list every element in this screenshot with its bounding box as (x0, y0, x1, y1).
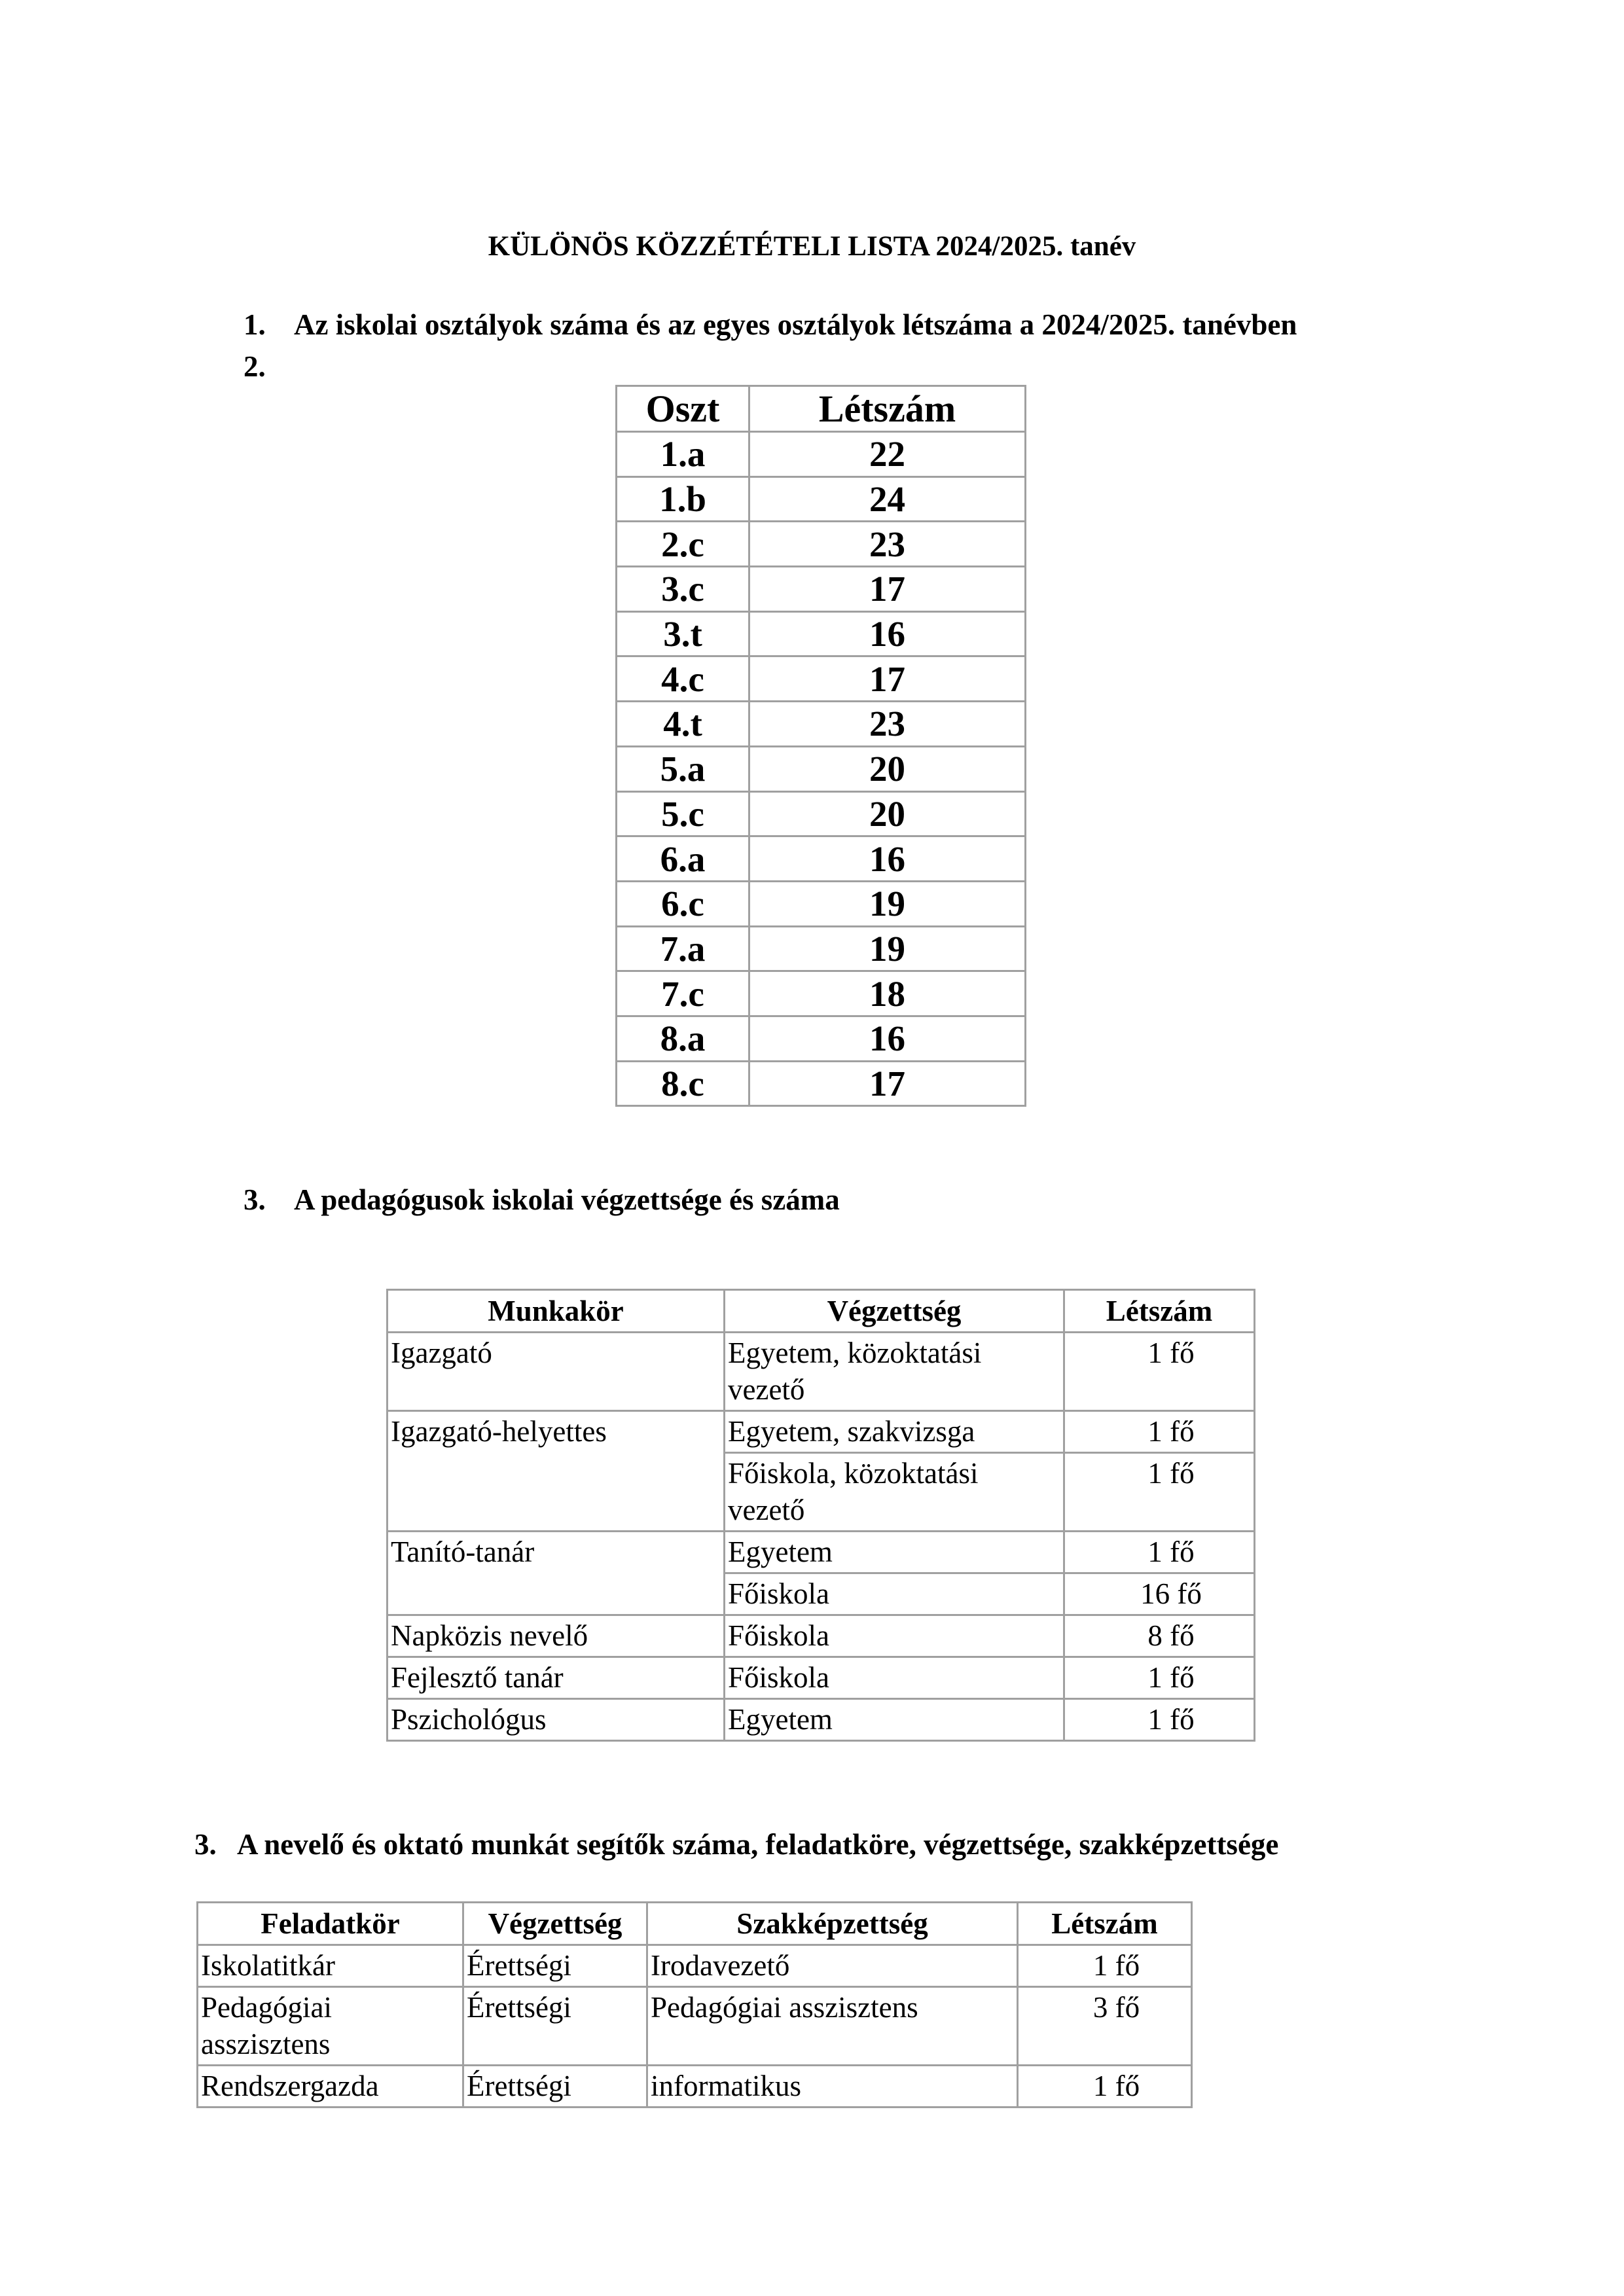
class-cell: 8.a (617, 1016, 749, 1061)
class-cell: 8.c (617, 1061, 749, 1106)
count-cell: 23 (749, 702, 1026, 747)
qualification-cell: Érettségi (463, 2066, 647, 2108)
teachers-table-header (388, 1290, 1255, 1333)
support-staff-table-header (198, 1903, 1192, 1945)
class-cell: 5.c (617, 791, 749, 836)
table-row (617, 1016, 1026, 1061)
class-cell: 7.c (617, 971, 749, 1016)
table-row (388, 1657, 1255, 1699)
class-cell: 6.a (617, 836, 749, 882)
count-cell: 1 fő (1064, 1333, 1255, 1411)
header-headcount: Létszám (1064, 1290, 1255, 1333)
position-cell: Fejlesztő tanár (388, 1657, 725, 1699)
class-cell: 7.a (617, 926, 749, 971)
specialization-cell: Irodavezető (647, 1945, 1018, 1987)
table-row (388, 1615, 1255, 1657)
count-cell: 17 (749, 656, 1026, 702)
count-cell: 19 (749, 881, 1026, 926)
table-row (198, 2066, 1192, 2108)
qualification-cell: Főiskola (725, 1573, 1064, 1615)
section-2-heading (244, 350, 266, 384)
teachers-table (386, 1289, 1255, 1742)
class-table (615, 385, 1026, 1107)
section-3-text: A pedagógusok iskolai végzettsége és száma (294, 1183, 840, 1216)
table-row (388, 1333, 1255, 1411)
count-cell: 20 (749, 746, 1026, 791)
header-specialization: Szakképzettség (647, 1903, 1018, 1945)
qualification-cell: Főiskola (725, 1615, 1064, 1657)
table-row (617, 611, 1026, 656)
count-cell: 16 fő (1064, 1573, 1255, 1615)
table-row (617, 656, 1026, 702)
section-2-number: 2. (244, 350, 266, 383)
position-cell: Pszichológus (388, 1699, 725, 1741)
header-qualification: Végzettség (463, 1903, 647, 1945)
count-cell: 1 fő (1018, 2066, 1192, 2108)
count-cell: 8 fő (1064, 1615, 1255, 1657)
class-cell: 3.t (617, 611, 749, 656)
class-cell: 4.c (617, 656, 749, 702)
role-cell: Pedagógiai asszisztens (198, 1987, 463, 2066)
section-4-number: 3. (194, 1828, 217, 1861)
qualification-cell: Egyetem, szakvizsga (725, 1411, 1064, 1453)
table-row (617, 746, 1026, 791)
section-1-number: 1. (244, 308, 266, 341)
table-row (617, 971, 1026, 1016)
count-cell: 1 fő (1064, 1699, 1255, 1741)
table-row (617, 567, 1026, 612)
class-cell: 5.a (617, 746, 749, 791)
table-row (388, 1532, 1255, 1573)
count-cell: 24 (749, 476, 1026, 522)
header-qualification: Végzettség (725, 1290, 1064, 1333)
count-cell: 16 (749, 836, 1026, 882)
count-cell: 1 fő (1064, 1532, 1255, 1573)
class-cell: 3.c (617, 567, 749, 612)
section-3-heading (244, 1183, 840, 1217)
class-cell: 6.c (617, 881, 749, 926)
header-headcount: Létszám (749, 386, 1026, 432)
table-row (617, 836, 1026, 882)
position-cell: Napközis nevelő (388, 1615, 725, 1657)
specialization-cell: Pedagógiai asszisztens (647, 1987, 1018, 2066)
table-row (617, 1061, 1026, 1106)
table-row (617, 702, 1026, 747)
table-row (198, 1987, 1192, 2066)
header-role: Feladatkör (198, 1903, 463, 1945)
qualification-cell: Főiskola (725, 1657, 1064, 1699)
position-cell: Igazgató-helyettes (388, 1411, 725, 1532)
class-cell: 1.b (617, 476, 749, 522)
position-cell: Tanító-tanár (388, 1532, 725, 1615)
count-cell: 19 (749, 926, 1026, 971)
qualification-cell: Érettségi (463, 1987, 647, 2066)
count-cell: 20 (749, 791, 1026, 836)
section-3-number: 3. (244, 1183, 266, 1216)
table-row (198, 1945, 1192, 1987)
count-cell: 17 (749, 567, 1026, 612)
section-1-text: Az iskolai osztályok száma és az egyes osztályok létszáma a 2024/2025. tanévben (294, 308, 1297, 341)
count-cell: 23 (749, 522, 1026, 567)
table-row (617, 881, 1026, 926)
count-cell: 16 (749, 611, 1026, 656)
table-row (388, 1411, 1255, 1453)
role-cell: Iskolatitkár (198, 1945, 463, 1987)
page-title: KÜLÖNÖS KÖZZÉTÉTELI LISTA 2024/2025. tanév (488, 231, 1136, 262)
role-cell: Rendszergazda (198, 2066, 463, 2108)
count-cell: 22 (749, 432, 1026, 477)
class-cell: 2.c (617, 522, 749, 567)
specialization-cell: informatikus (647, 2066, 1018, 2108)
count-cell: 18 (749, 971, 1026, 1016)
count-cell: 17 (749, 1061, 1026, 1106)
section-4-text: A nevelő és oktató munkát segítők száma, feladatköre, végzettsége, szakképzettsége (237, 1828, 1279, 1861)
qualification-cell: Egyetem (725, 1699, 1064, 1741)
section-4-heading (194, 1827, 1278, 1861)
count-cell: 1 fő (1064, 1411, 1255, 1453)
qualification-cell: Egyetem (725, 1532, 1064, 1573)
count-cell: 1 fő (1018, 1945, 1192, 1987)
count-cell: 3 fő (1018, 1987, 1192, 2066)
qualification-cell: Főiskola, közoktatási vezető (725, 1453, 1064, 1532)
support-staff-table (196, 1901, 1193, 2108)
table-row (388, 1699, 1255, 1741)
table-row (617, 476, 1026, 522)
table-row (617, 791, 1026, 836)
class-cell: 1.a (617, 432, 749, 477)
count-cell: 1 fő (1064, 1657, 1255, 1699)
count-cell: 16 (749, 1016, 1026, 1061)
table-row (617, 522, 1026, 567)
header-position: Munkakör (388, 1290, 725, 1333)
header-headcount: Létszám (1018, 1903, 1192, 1945)
class-cell: 4.t (617, 702, 749, 747)
table-row (617, 926, 1026, 971)
count-cell: 1 fő (1064, 1453, 1255, 1532)
qualification-cell: Egyetem, közoktatási vezető (725, 1333, 1064, 1411)
class-table-header (617, 386, 1026, 432)
table-row (617, 432, 1026, 477)
qualification-cell: Érettségi (463, 1945, 647, 1987)
header-class: Oszt (617, 386, 749, 432)
section-1-heading (244, 308, 1297, 342)
position-cell: Igazgató (388, 1333, 725, 1411)
